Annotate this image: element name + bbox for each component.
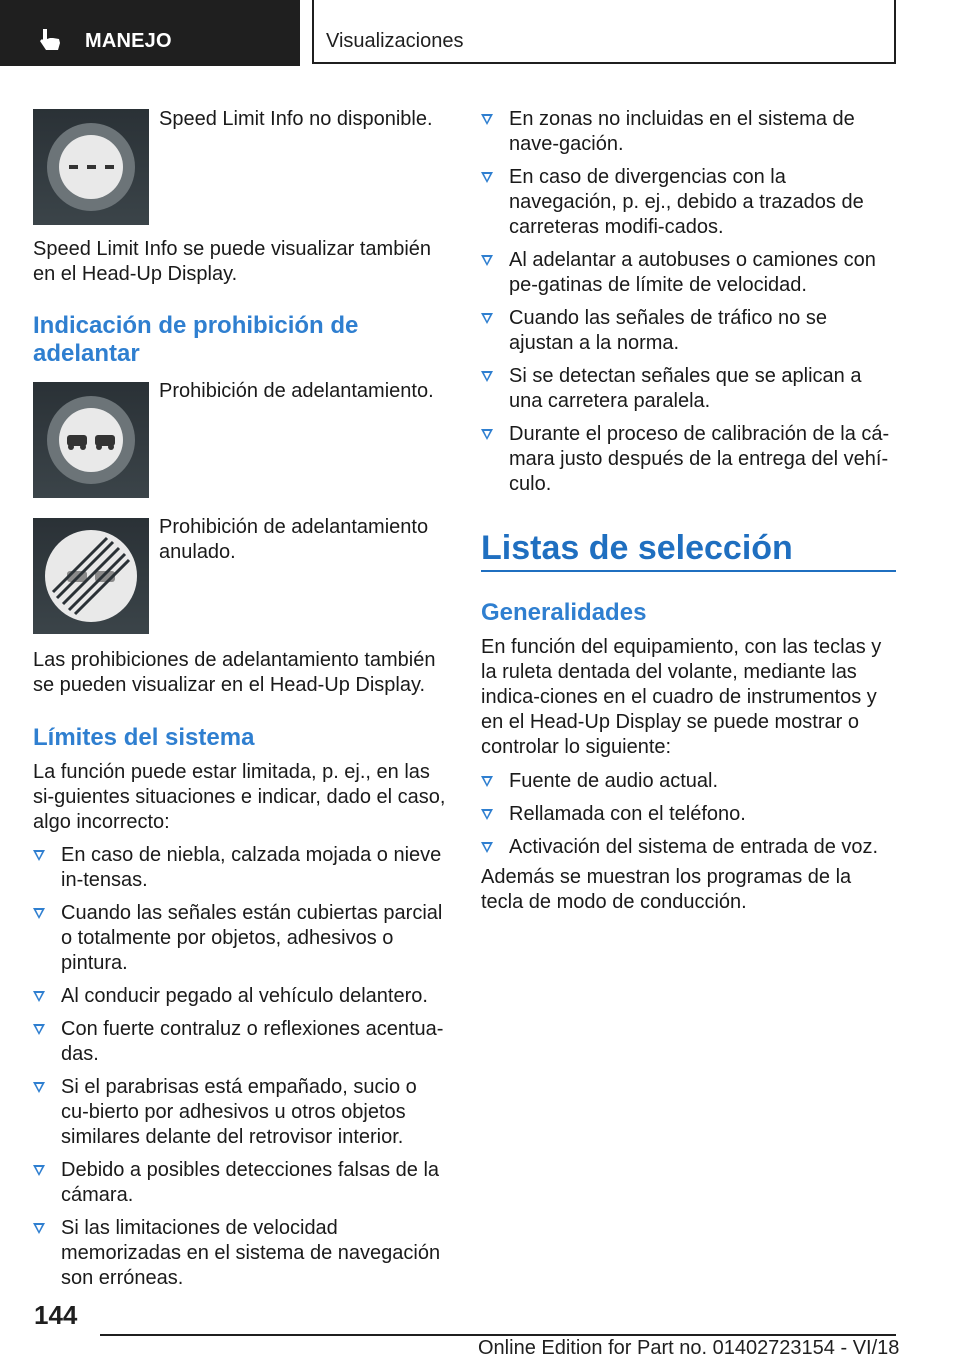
list-item: Cuando las señales de tráfico no se ajustan a la norma. <box>481 306 896 356</box>
edition-text: Online Edition for Part no. 01402723154 - VI/18 <box>478 1337 900 1359</box>
overtake-cancel-caption: Prohibición de adelantamiento anulado. <box>159 516 429 563</box>
hand-pointer-icon <box>38 27 64 53</box>
list-item: Al conducir pegado al vehículo delantero. <box>33 984 448 1009</box>
overtaking-cancelled-sign <box>33 518 149 634</box>
limits-heading: Límites del sistema <box>33 724 255 751</box>
page-number: 144 <box>34 1300 78 1330</box>
bullet-triangle-icon <box>481 313 493 324</box>
bullet-triangle-icon <box>33 1165 45 1176</box>
bullet-triangle-icon <box>33 1024 45 1035</box>
speed-limit-unavailable-sign <box>33 109 149 225</box>
section-tab[interactable] <box>0 0 300 66</box>
list-item: Al adelantar a autobuses o camiones con pe-gatinas de límite de velocidad. <box>481 248 896 298</box>
speed-info-paragraph: Speed Limit Info se puede visualizar también en el Head-Up Display. <box>33 238 432 285</box>
bullet-triangle-icon <box>481 429 493 440</box>
overtake-paragraph: Las prohibiciones de adelantamiento también se pueden visualizar en el Head-Up Display. <box>33 649 436 696</box>
list-item: Si el parabrisas está empañado, sucio o cu-bierto por adhesivos u otros objetos similares delante del retrovisor interior. <box>33 1075 448 1150</box>
no-overtake-caption: Prohibición de adelantamiento. <box>159 380 434 402</box>
general-list <box>481 769 896 868</box>
general-outro: Además se muestran los programas de la tecla de modo de conducción. <box>481 866 852 913</box>
speed-info-caption: Speed Limit Info no disponible. <box>159 108 433 130</box>
bullet-triangle-icon <box>33 908 45 919</box>
bullet-triangle-icon <box>33 1223 45 1234</box>
bullet-triangle-icon <box>481 371 493 382</box>
list-item: Durante el proceso de calibración de la cá-mara justo después de la entrega del vehí-culo. <box>481 422 896 497</box>
section-title: MANEJO <box>85 30 172 52</box>
general-intro: En función del equipamiento, con las teclas y la ruleta dentada del volante, mediante las indica-ciones en el cuadro de instrumentos y en el Head-Up Display se puede mostrar o controlar lo siguiente: <box>481 636 882 758</box>
bullet-triangle-icon <box>481 114 493 125</box>
list-item: Cuando las señales están cubiertas parcial o totalmente por objetos, adhesivos o pintura. <box>33 901 448 976</box>
chapter-title: Visualizaciones <box>326 30 464 52</box>
bullet-triangle-icon <box>481 842 493 853</box>
list-item: Fuente de audio actual. <box>481 769 896 794</box>
overtake-heading: Indicación de prohibición de adelantar <box>33 312 359 367</box>
list-item: Si se detectan señales que se aplican a una carretera paralela. <box>481 364 896 414</box>
lists-heading: Listas de selección <box>481 529 793 567</box>
footer-rule <box>100 1334 896 1336</box>
list-item: Rellamada con el teléfono. <box>481 802 896 827</box>
general-heading: Generalidades <box>481 599 647 626</box>
heading-rule <box>481 570 896 572</box>
bullet-triangle-icon <box>33 1082 45 1093</box>
list-item: Activación del sistema de entrada de voz. <box>481 835 896 860</box>
list-item: En zonas no incluidas en el sistema de nave-gación. <box>481 107 896 157</box>
no-overtaking-sign <box>33 382 149 498</box>
list-item: Si las limitaciones de velocidad memorizadas en el sistema de navegación son erróneas. <box>33 1216 448 1291</box>
bullet-triangle-icon <box>481 809 493 820</box>
bullet-triangle-icon <box>33 991 45 1002</box>
bullet-triangle-icon <box>481 776 493 787</box>
list-item: En caso de niebla, calzada mojada o nieve in-tensas. <box>33 843 448 893</box>
list-item: En caso de divergencias con la navegación, p. ej., debido a trazados de carreteras modifi-cados. <box>481 165 896 240</box>
bullet-triangle-icon <box>481 172 493 183</box>
list-item: Con fuerte contraluz o reflexiones acentua-das. <box>33 1017 448 1067</box>
limits-list-continued <box>481 107 896 505</box>
limits-list <box>33 843 448 1299</box>
bullet-triangle-icon <box>481 255 493 266</box>
limits-intro: La función puede estar limitada, p. ej., en las si-guientes situaciones e indicar, dado el caso, algo incorrecto: <box>33 761 446 833</box>
bullet-triangle-icon <box>33 850 45 861</box>
list-item: Debido a posibles detecciones falsas de la cámara. <box>33 1158 448 1208</box>
